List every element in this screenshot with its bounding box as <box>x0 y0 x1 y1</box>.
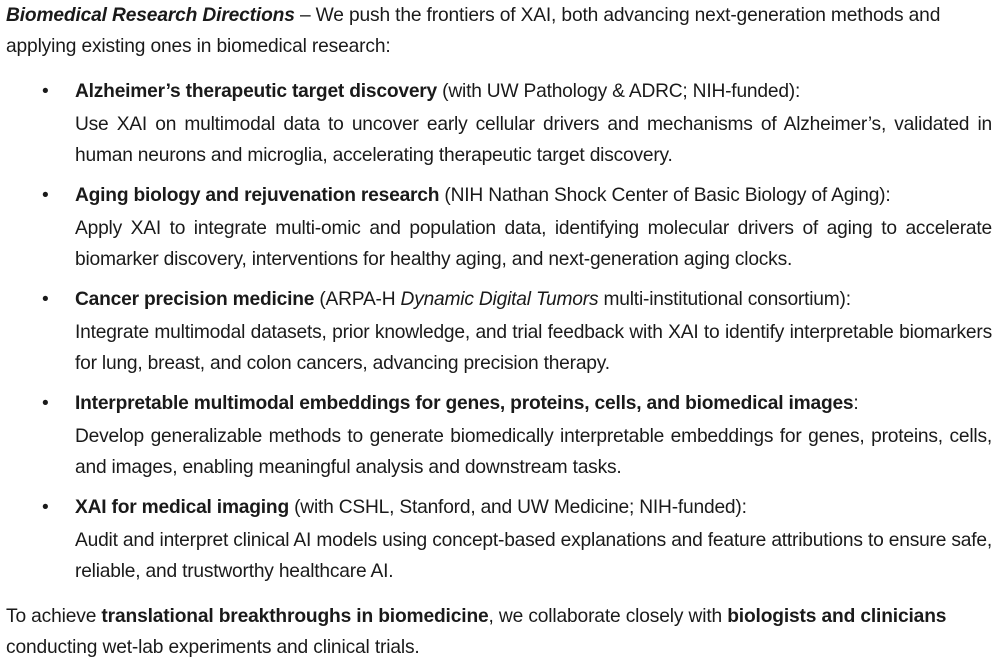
outro-paragraph <box>6 601 992 663</box>
item-note: (ARPA-H <box>314 289 401 310</box>
outro-bold-1: translational breakthroughs in biomedicine <box>101 606 489 627</box>
list-item-cancer <box>6 284 992 379</box>
research-directions-list <box>6 76 992 587</box>
item-title-line <box>75 76 992 107</box>
item-title-line <box>75 492 992 523</box>
list-item-aging <box>6 180 992 275</box>
intro-text: – We push the frontiers of XAI, both advancing next-generation methods and applying existing ones in biomedical research: <box>6 5 941 57</box>
item-title: Aging biology and rejuvenation research <box>75 185 440 206</box>
item-title-line <box>75 180 992 211</box>
item-title: Alzheimer’s therapeutic target discovery <box>75 81 438 102</box>
item-note: (with CSHL, Stanford, and UW Medicine; NIH-funded): <box>288 497 747 518</box>
list-item-embeddings <box>6 388 992 483</box>
item-note: (NIH Nathan Shock Center of Basic Biology of Aging): <box>439 185 891 206</box>
item-description: Audit and interpret clinical AI models using concept-based explanations and feature attributions to ensure safe, reliable, and trustworthy healthcare AI. <box>75 530 992 582</box>
section-heading: Biomedical Research Directions <box>6 5 295 26</box>
item-note-post: multi-institutional consortium): <box>598 289 851 310</box>
list-item-alzheimers <box>6 76 992 171</box>
item-title: Cancer precision medicine <box>75 289 315 310</box>
bullet-icon: • <box>42 289 49 310</box>
outro-bold-2: biologists and clinicians <box>727 606 947 627</box>
item-description: Develop generalizable methods to generate biomedically interpretable embeddings for genes, proteins, cells, and images, enabling meaningful analysis and downstream tasks. <box>75 426 992 478</box>
item-title: Interpretable multimodal embeddings for genes, proteins, cells, and biomedical images <box>75 393 854 414</box>
intro-paragraph <box>6 0 992 62</box>
item-title-line <box>75 284 992 315</box>
item-note: : <box>853 393 859 414</box>
bullet-icon: • <box>42 497 49 518</box>
item-description: Apply XAI to integrate multi-omic and population data, identifying molecular drivers of aging to accelerate biomarker discovery, interventions for healthy aging, and next-generation aging clocks. <box>75 218 992 270</box>
outro-text-2: , we collaborate closely with <box>488 606 728 627</box>
bullet-icon: • <box>42 185 49 206</box>
list-item-medical-imaging <box>6 492 992 587</box>
outro-text-3: conducting wet-lab experiments and clinical trials. <box>6 637 420 658</box>
item-note: (with UW Pathology & ADRC; NIH-funded): <box>437 81 801 102</box>
item-note-italic: Dynamic Digital Tumors <box>400 289 599 310</box>
outro-text-1: To achieve <box>6 606 102 627</box>
bullet-icon: • <box>42 81 49 102</box>
bullet-icon: • <box>42 393 49 414</box>
item-title-line <box>75 388 992 419</box>
item-title: XAI for medical imaging <box>75 497 289 518</box>
item-description: Integrate multimodal datasets, prior knowledge, and trial feedback with XAI to identify interpretable biomarkers for lung, breast, and colon cancers, advancing precision therapy. <box>75 322 992 374</box>
item-description: Use XAI on multimodal data to uncover early cellular drivers and mechanisms of Alzheimer’s, validated in human neurons and microglia, accelerating therapeutic target discovery. <box>75 114 992 166</box>
